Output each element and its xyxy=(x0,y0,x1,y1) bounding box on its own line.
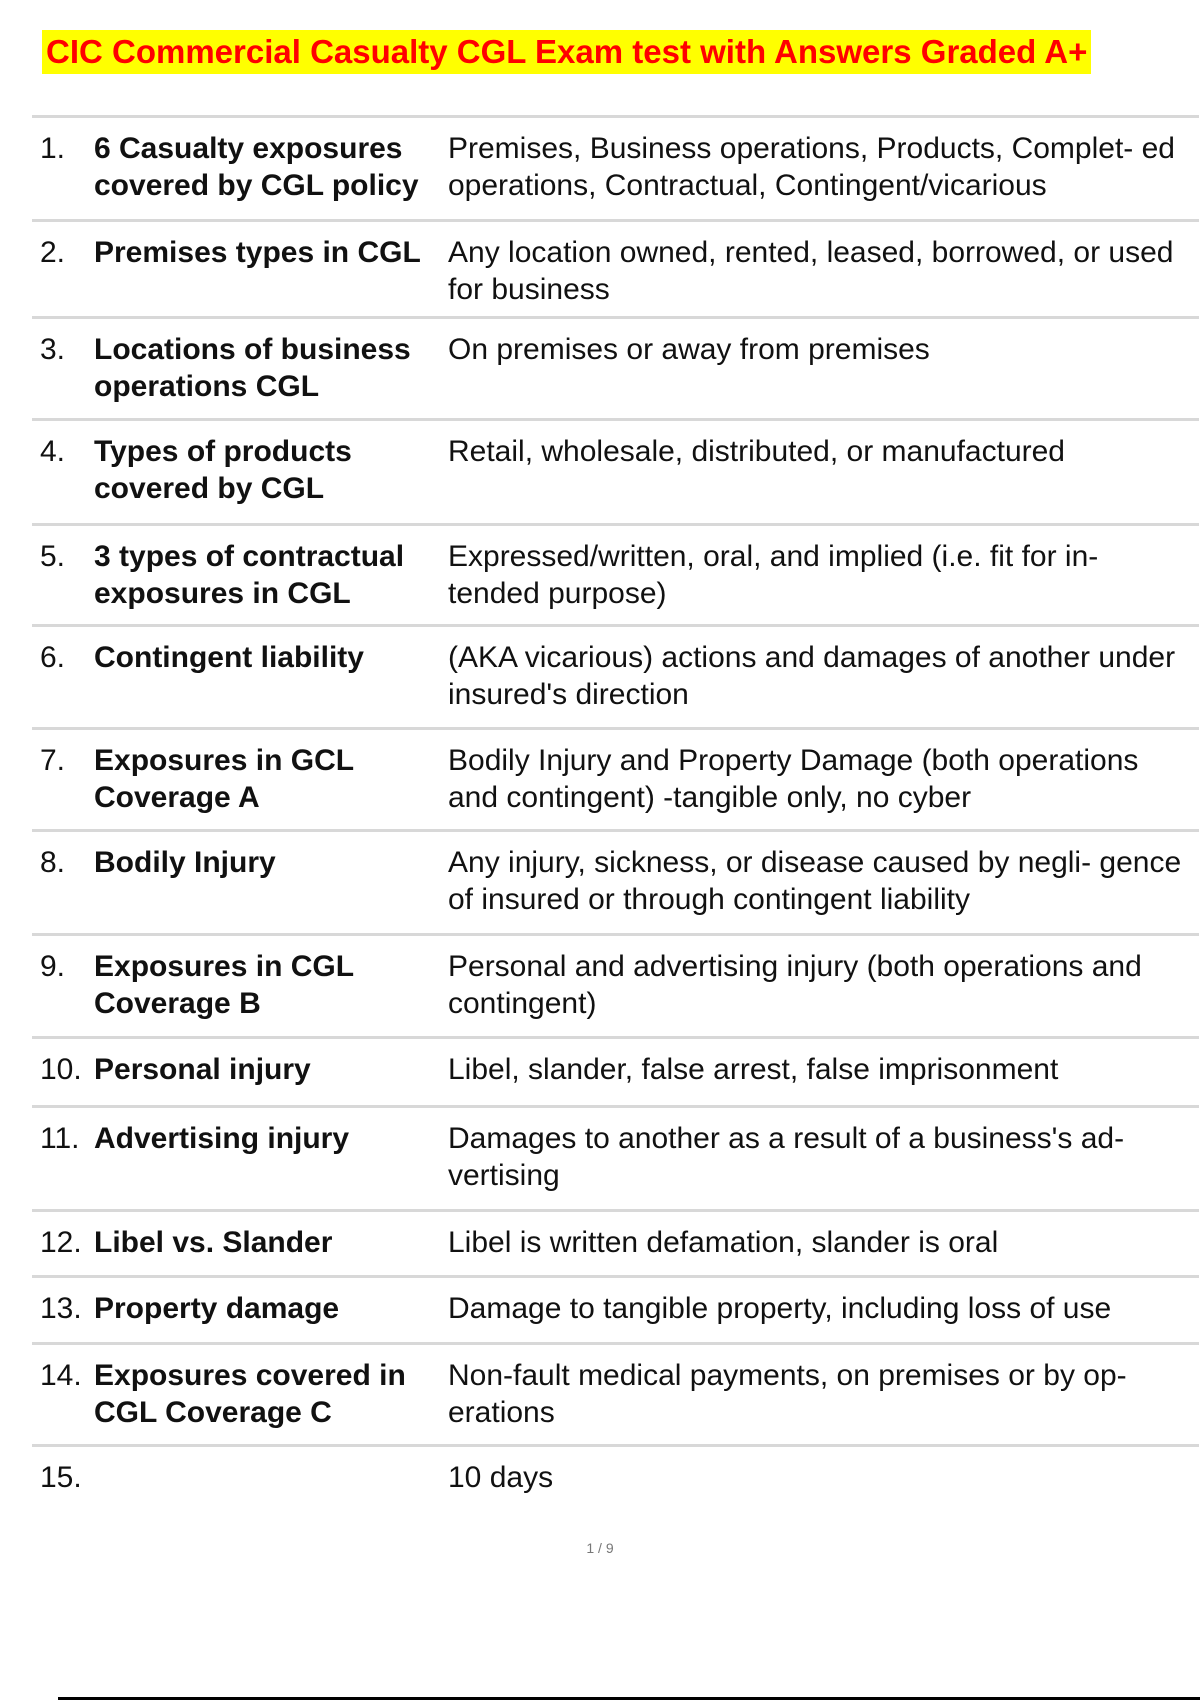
page-number: 1 / 9 xyxy=(586,1540,614,1556)
row-number: 5. xyxy=(40,540,66,573)
row-term: 3 types of contractual exposures in CGL xyxy=(94,540,405,610)
table-row xyxy=(32,1039,1199,1108)
row-definition: Any location owned, rented, leased, borrowed, or used for business xyxy=(448,236,1174,306)
row-term: Advertising injury xyxy=(94,1122,350,1155)
row-number: 9. xyxy=(40,950,66,983)
table-row xyxy=(32,421,1199,526)
row-number: 13. xyxy=(40,1292,82,1325)
row-number: 14. xyxy=(40,1359,82,1392)
row-definition: Premises, Business operations, Products, Complet- ed operations, Contractual, Contingent/vicarious xyxy=(448,132,1175,202)
row-term: Premises types in CGL xyxy=(94,236,421,269)
row-term: Exposures in CGL Coverage B xyxy=(94,950,354,1020)
table-row xyxy=(32,1278,1199,1345)
table-row xyxy=(32,832,1199,936)
row-number: 11. xyxy=(40,1122,80,1155)
row-definition: Bodily Injury and Property Damage (both operations and contingent) -tangible only, no cyber xyxy=(448,744,1139,814)
table-row xyxy=(32,526,1199,627)
row-number: 12. xyxy=(40,1226,82,1259)
row-term: Bodily Injury xyxy=(94,846,276,879)
row-definition: Damages to another as a result of a business's ad- vertising xyxy=(448,1122,1125,1192)
row-term: Contingent liability xyxy=(94,641,364,674)
row-number: 8. xyxy=(40,846,66,879)
row-term xyxy=(94,1447,448,1459)
row-definition: (AKA vicarious) actions and damages of another under insured's direction xyxy=(448,641,1176,711)
row-number: 1. xyxy=(40,132,66,165)
row-definition: Libel, slander, false arrest, false imprisonment xyxy=(448,1053,1059,1086)
table-row xyxy=(32,1345,1199,1447)
row-definition: Expressed/written, oral, and implied (i.e. fit for in- tended purpose) xyxy=(448,540,1099,610)
row-number: 3. xyxy=(40,333,66,366)
table-row xyxy=(32,222,1199,319)
row-number: 4. xyxy=(40,435,66,468)
row-number: 2. xyxy=(40,236,66,269)
document-title: CIC Commercial Casualty CGL Exam test with Answers Graded A+ xyxy=(42,30,1091,74)
table-row xyxy=(32,627,1199,730)
row-definition: 10 days xyxy=(448,1461,554,1494)
row-term: Locations of business operations CGL xyxy=(94,333,411,403)
table-row xyxy=(32,1212,1199,1278)
row-term: Types of products covered by CGL xyxy=(94,435,352,505)
row-term: Exposures covered in CGL Coverage C xyxy=(94,1359,406,1429)
table-row xyxy=(32,936,1199,1039)
row-definition: On premises or away from premises xyxy=(448,333,930,366)
row-number: 10. xyxy=(40,1053,82,1086)
row-term: Personal injury xyxy=(94,1053,311,1086)
table-row xyxy=(32,118,1199,222)
qa-table xyxy=(32,115,1199,1511)
row-term: 6 Casualty exposures covered by CGL policy xyxy=(94,132,419,202)
row-definition: Personal and advertising injury (both operations and contingent) xyxy=(448,950,1142,1020)
row-definition: Damage to tangible property, including loss of use xyxy=(448,1292,1112,1325)
row-term: Property damage xyxy=(94,1292,340,1325)
row-number: 7. xyxy=(40,744,66,777)
table-row xyxy=(32,1108,1199,1212)
row-term: Exposures in GCL Coverage A xyxy=(94,744,354,814)
row-number: 15. xyxy=(40,1461,82,1494)
table-row xyxy=(32,319,1199,421)
row-definition: Any injury, sickness, or disease caused by negli- gence of insured or through contingent liability xyxy=(448,846,1182,916)
table-row xyxy=(32,730,1199,832)
row-number: 6. xyxy=(40,641,66,674)
row-definition: Libel is written defamation, slander is oral xyxy=(448,1226,999,1259)
row-definition: Retail, wholesale, distributed, or manufactured xyxy=(448,435,1065,468)
row-definition: Non-fault medical payments, on premises or by op- erations xyxy=(448,1359,1127,1429)
row-term: Libel vs. Slander xyxy=(94,1226,333,1259)
table-row xyxy=(32,1447,1199,1511)
